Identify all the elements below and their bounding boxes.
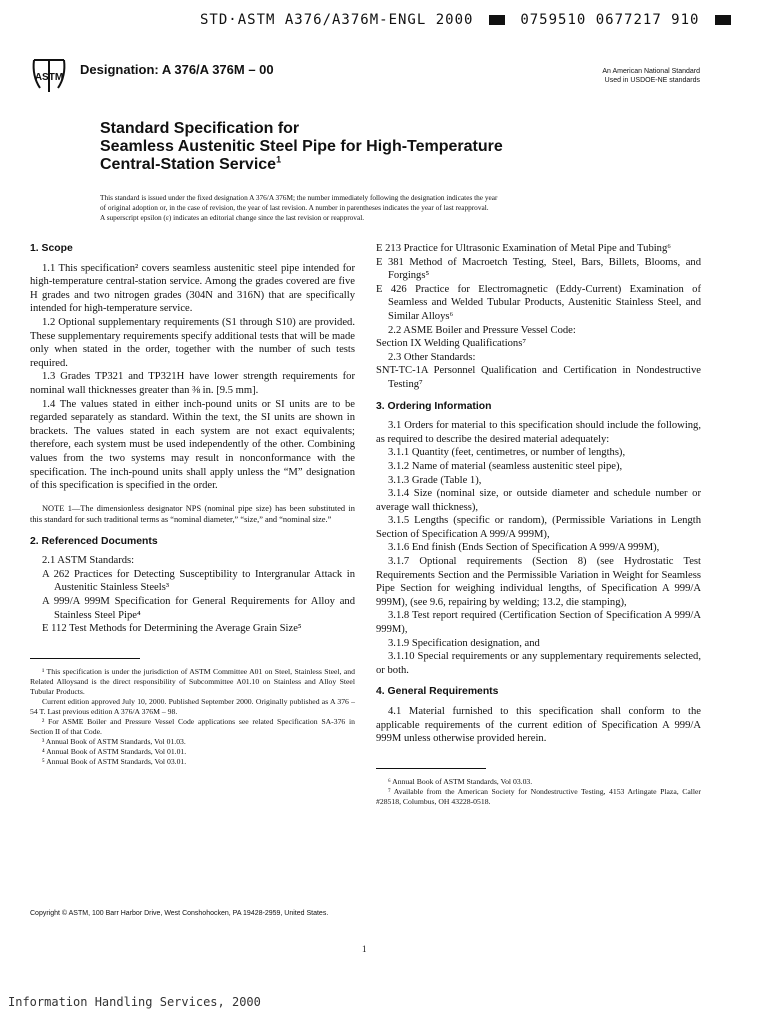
stamp-block	[489, 15, 505, 25]
logo-text: ASTM	[34, 72, 64, 83]
anstd-line-1: An American National Standard	[602, 68, 700, 75]
document-title	[100, 120, 620, 174]
paragraph-1-2: 1.2 Optional supplementary requirements (S1 through S10) are provided. These supplementary requirements specify additional tests that will be made only when stated in the order, together with the number of such tests required.	[30, 316, 355, 369]
stamp-left: STD·ASTM A376/A376M-ENGL 2000	[200, 12, 474, 28]
paragraph-1-3: 1.3 Grades TP321 and TP321H have lower strength requirements for nominal wall thicknesses greater than ⅜ in. [9.5 mm].	[30, 371, 355, 396]
section-heading-referenced-documents: 2. Referenced Documents	[30, 535, 158, 547]
title-line-3	[100, 156, 620, 174]
reference-item: E 426 Practice for Electromagnetic (Eddy-Current) Examination of Seamless and Welded Tubular Products, Austenitic Stainless Steel, and Similar Alloys⁶	[376, 283, 701, 322]
paragraph-1-1: 1.1 This specification² covers seamless austenitic steel pipe intended for high-temperature central-station service. Among the grades covered are five H grades and two nitrogen grades (304N and 316N) that are specifically intended for high-temperature service.	[30, 262, 355, 315]
notice-line: A superscript epsilon (ε) indicates an editorial change since the last revision or reapproval.	[100, 213, 365, 222]
footnote-divider	[376, 768, 486, 769]
right-column	[376, 242, 701, 807]
footnote: ¹ This specification is under the jurisdiction of ASTM Committee A01 on Steel, Stainless Steel, and Related Alloysand is the direct responsibility of Subcommittee A01.10 on Stainless and Alloy Steel Tubular Products.	[30, 666, 355, 696]
paragraph-2-3: 2.3 Other Standards:	[388, 351, 476, 363]
list-item: 3.1.1 Quantity (feet, centimetres, or number of lengths),	[388, 447, 626, 459]
section-heading-ordering-information: 3. Ordering Information	[376, 400, 492, 412]
astm-logo-icon	[30, 58, 68, 94]
designation: Designation: A 376/A 376M – 00	[80, 62, 274, 77]
reference-item: E 213 Practice for Ultrasonic Examination of Metal Pipe and Tubing⁶	[376, 243, 671, 254]
title-line-1: Standard Specification for	[100, 120, 300, 137]
paragraph-2-1: 2.1 ASTM Standards:	[42, 555, 135, 567]
list-item: 3.1.8 Test report required (Certification Section of Specification A 999/A 999M),	[376, 610, 701, 636]
stamp-block-end	[715, 15, 731, 25]
footnote: ⁴ Annual Book of ASTM Standards, Vol 01.01.	[42, 746, 187, 756]
footer-watermark: Information Handling Services, 2000	[8, 995, 261, 1009]
section-heading-scope: 1. Scope	[30, 243, 73, 254]
reference-item: SNT-TC-1A Personnel Qualification and Certification in Nondestructive Testing⁷	[376, 365, 701, 390]
list-item: 3.1.4 Size (nominal size, or outside diameter and schedule number or average wall thickness),	[376, 488, 701, 513]
reference-item: Section IX Welding Qualifications⁷	[376, 338, 527, 350]
footnote: ³ Annual Book of ASTM Standards, Vol 01.03.	[42, 736, 186, 746]
reference-item: E 112 Test Methods for Determining the Average Grain Size⁵	[42, 623, 302, 635]
stamp-right: 0759510 0677217 910	[520, 12, 700, 28]
list-item: 3.1.10 Special requirements or any supplementary requirements selected, or both.	[376, 651, 701, 676]
footnote: ⁷ Available from the American Society for Nondestructive Testing, 4153 Arlingate Plaza, Caller #28518, Columbus, OH 43228-0518.	[376, 786, 701, 806]
paragraph-1-4: 1.4 The values stated in either inch-pound units or SI units are to be regarded separately as standard. Within the text, the SI units are shown in brackets. The values stated in each system are not exact equivalents; therefore, each system must be used independently of the other. Combining values from the two systems may result in nonconformance with the specification. The inch-pound units shall apply unless the “M” designation of this specification is specified in the order.	[30, 398, 355, 492]
notice-line: This standard is issued under the fixed designation A 376/A 376M; the number immediately following the designation indicates the year	[100, 193, 498, 202]
copyright-line: Copyright © ASTM, 100 Barr Harbor Drive, West Conshohocken, PA 19428-2959, United States.	[30, 910, 329, 917]
anstd-line-2: Used in USDOE-NE standards	[604, 77, 700, 84]
list-item: 3.1.5 Lengths (specific or random), (Permissible Variations in Length Section of Specification A 999/A 999M),	[376, 515, 701, 540]
title-footnote-mark: 1	[276, 154, 282, 165]
footnote: ⁶ Annual Book of ASTM Standards, Vol 03.03.	[388, 776, 533, 786]
title-line-2: Seamless Austenitic Steel Pipe for High-Temperature	[100, 138, 503, 155]
title-line-3-text: Central-Station Service	[100, 156, 277, 173]
note-1: NOTE 1—The dimensionless designator NPS (nominal pipe size) has been substituted in this standard for such traditional terms as “nominal diameter,” “size,” and “nominal size.”	[30, 503, 355, 524]
list-item: 3.1.6 End finish (Ends Section of Specification A 999/A 999M),	[388, 542, 660, 554]
list-item: 3.1.3 Grade (Table 1),	[388, 474, 482, 486]
reference-item: A 999/A 999M Specification for General Requirements for Alloy and Stainless Steel Pipe⁴	[42, 596, 355, 621]
paragraph-2-2: 2.2 ASME Boiler and Pressure Vessel Code:	[388, 324, 576, 336]
left-column	[30, 242, 355, 767]
footnote-divider	[30, 658, 140, 659]
footnote: ⁵ Annual Book of ASTM Standards, Vol 03.01.	[42, 756, 187, 766]
standard-notice	[100, 193, 660, 223]
footnote: Current edition approved July 10, 2000. Published September 2000. Originally published as A 376 – 54 T. Last previous edition A 376/A 376M – 98.	[30, 696, 355, 716]
page-number: 1	[362, 944, 367, 954]
section-heading-general-requirements: 4. General Requirements	[376, 686, 499, 698]
american-national-standard	[560, 67, 700, 85]
reference-item: A 262 Practices for Detecting Susceptibility to Intergranular Attack in Austenitic Stainless Steels³	[42, 568, 355, 594]
paragraph-3-1: 3.1 Orders for material to this specification should include the following, as required to describe the desired material adequately:	[376, 420, 701, 445]
paragraph-4-1: 4.1 Material furnished to this specification shall conform to the applicable requirements of the current edition of Specification A 999/A 999M unless otherwise provided herein.	[376, 706, 701, 745]
document-stamp	[200, 12, 720, 28]
list-item: 3.1.7 Optional requirements (Section 8) (see Hydrostatic Test Requirements Section and the Permissible Variation in Weight for Seamless Pipe Section for weighing individual lengths, of Specification A 999/A 999M), (see 9.6, repairing by welding; 13.2, die stamping),	[376, 556, 701, 608]
notice-line: of original adoption or, in the case of revision, the year of last revision. A number in parentheses indicates the year of last reapproval.	[100, 203, 489, 212]
list-item: 3.1.9 Specification designation, and	[388, 637, 540, 649]
reference-item: E 381 Method of Macroetch Testing, Steel, Bars, Billets, Blooms, and Forgings⁵	[376, 256, 701, 282]
list-item: 3.1.2 Name of material (seamless austenitic steel pipe),	[388, 460, 623, 472]
footnote: ² For ASME Boiler and Pressure Vessel Code applications see related Specification SA-376 in Section II of that Code.	[30, 716, 355, 736]
